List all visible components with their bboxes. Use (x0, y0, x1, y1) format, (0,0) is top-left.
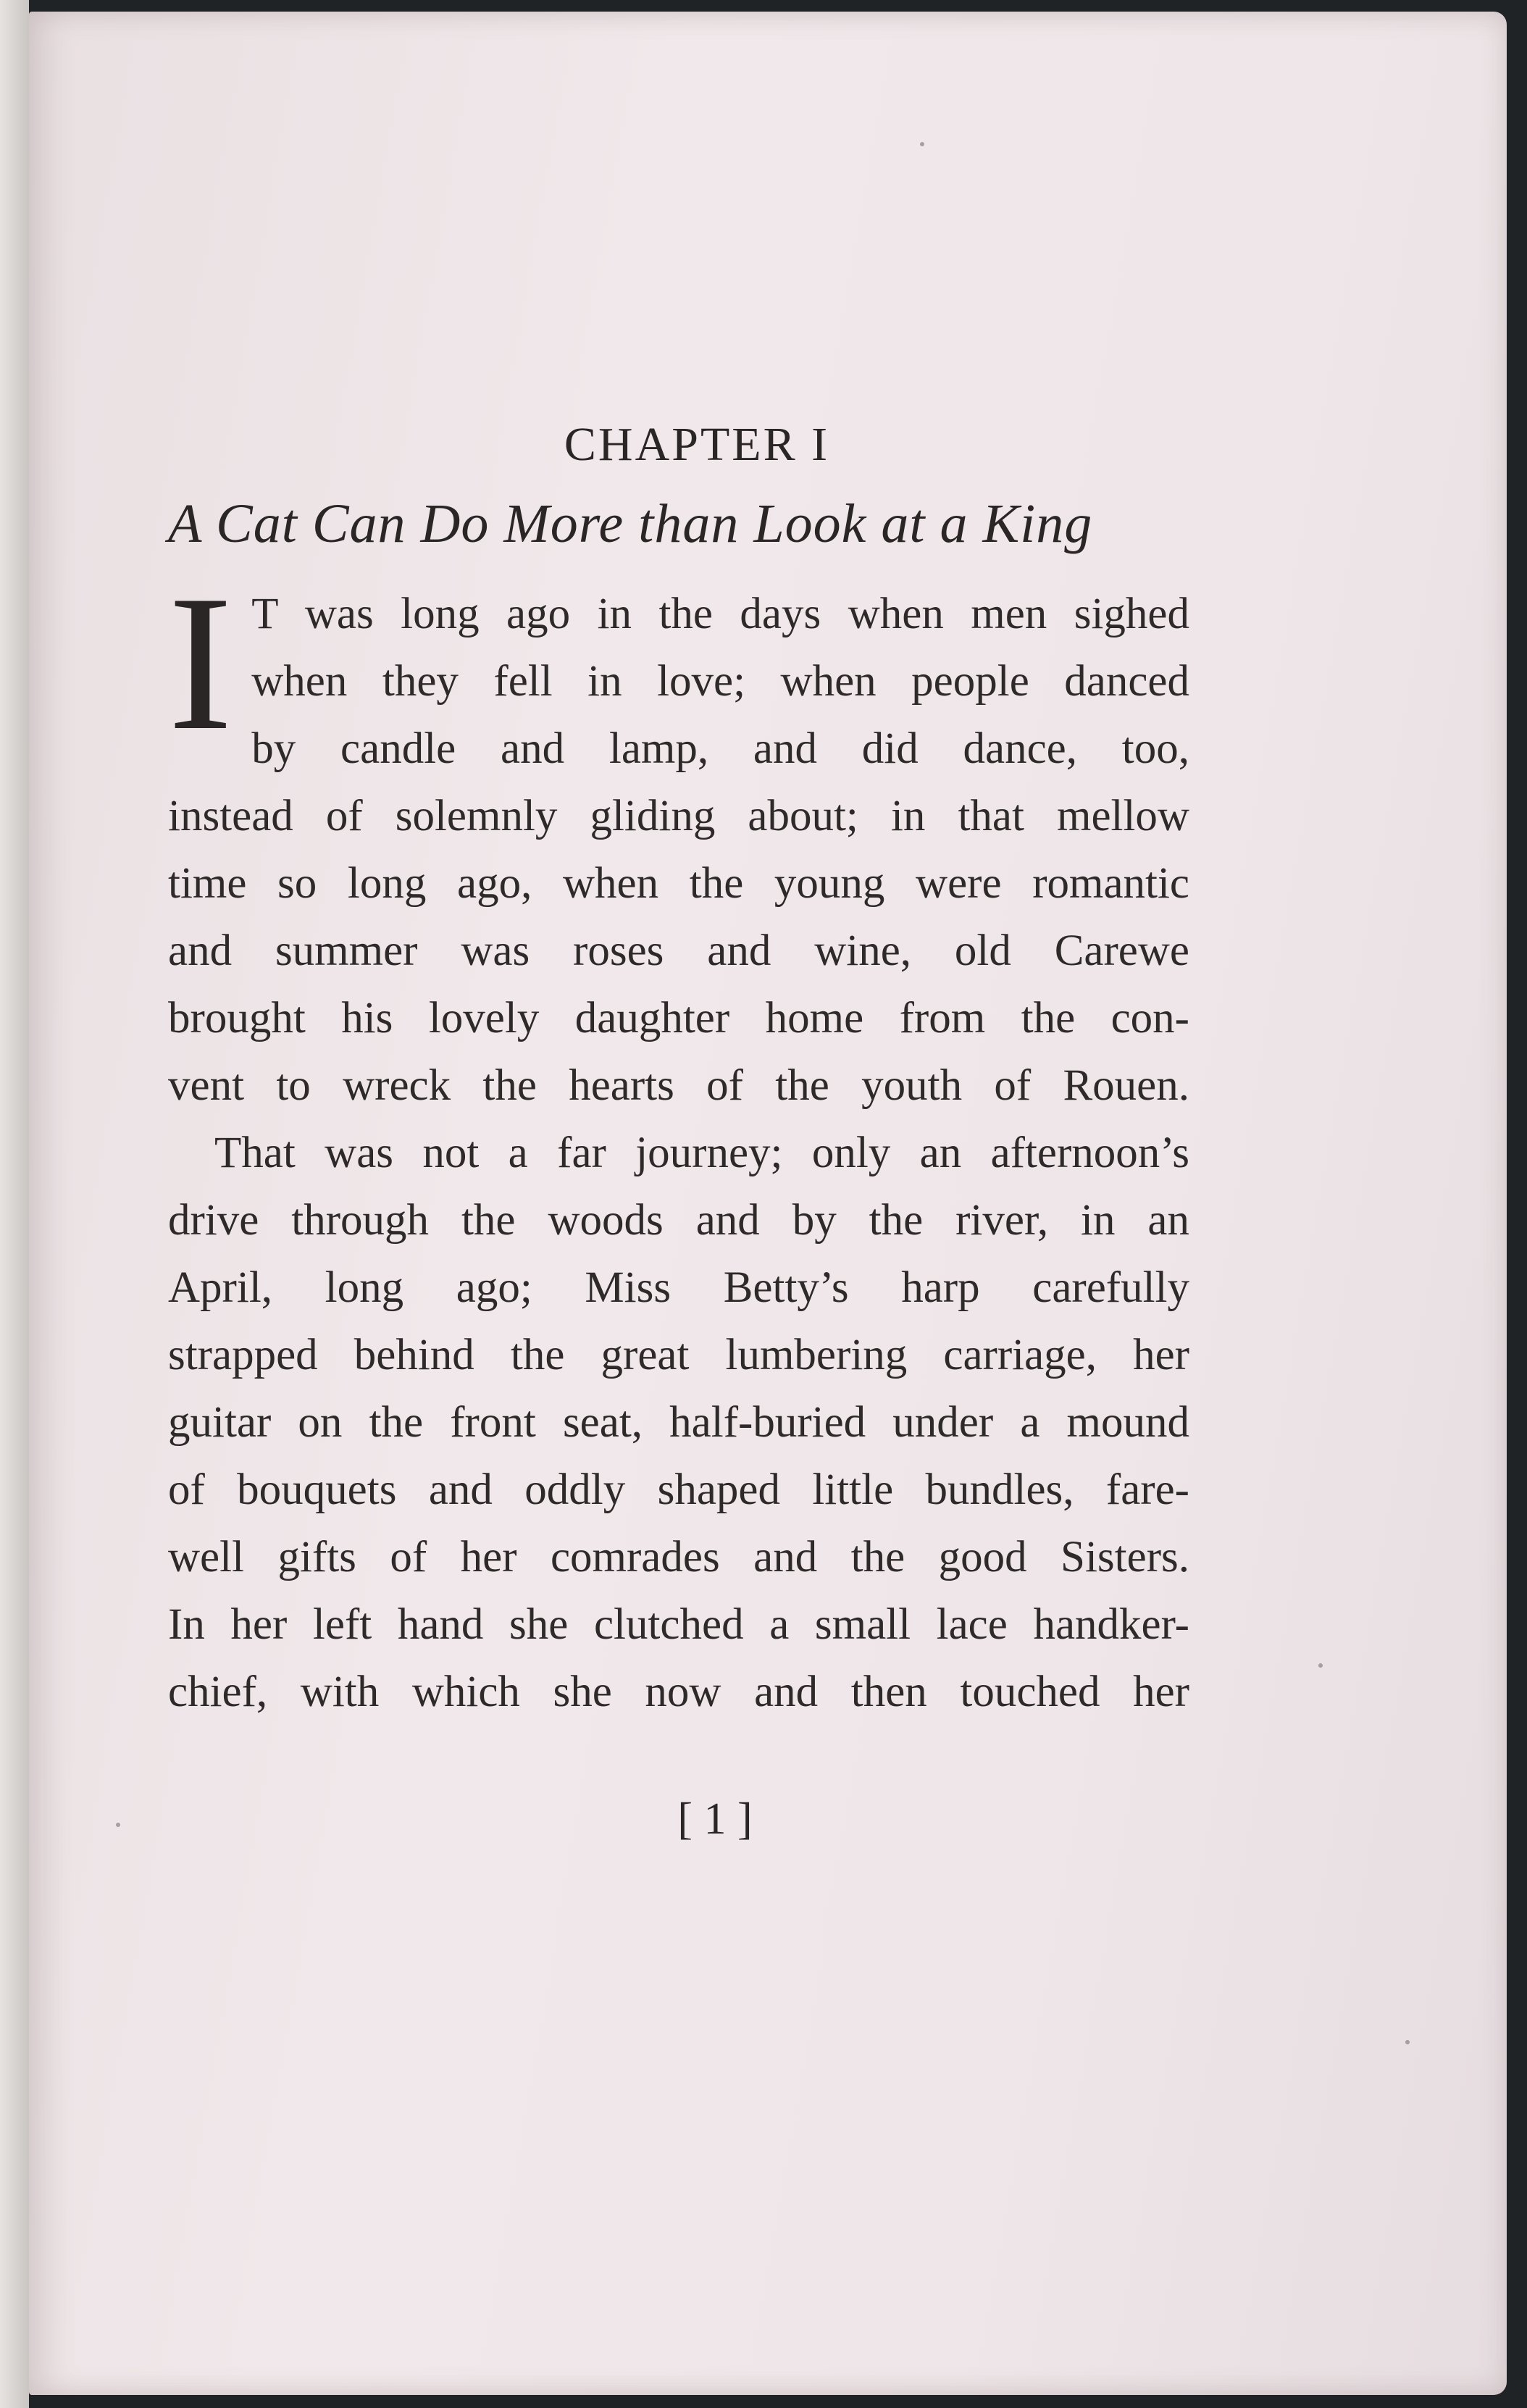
text-line: of bouquets and oddly shaped little bundles, fare- (168, 1466, 1189, 1514)
text-line: T was long ago in the days when men sighed (251, 590, 1189, 638)
page-number: [ 1 ] (677, 1794, 753, 1844)
text-line: when they fell in love; when people danced (251, 657, 1189, 706)
text-line: vent to wreck the hearts of the youth of Rouen. (168, 1061, 1189, 1110)
book-page (29, 12, 1507, 2395)
text-line: well gifts of her comrades and the good Sisters. (168, 1533, 1189, 1581)
paper-speck (1405, 2040, 1410, 2044)
text-line: brought his lovely daughter home from the con- (168, 994, 1189, 1042)
text-line: drive through the woods and by the river, in an (168, 1196, 1189, 1245)
paper-speck (116, 1823, 120, 1827)
text-line: April, long ago; Miss Betty’s harp carefully (168, 1263, 1189, 1312)
text-line: and summer was roses and wine, old Carewe (168, 927, 1189, 975)
adjacent-page-edge (0, 0, 29, 2408)
text-line: In her left hand she clutched a small lace handker- (168, 1600, 1189, 1649)
paper-speck (1318, 1663, 1323, 1668)
chapter-heading: CHAPTER I (564, 418, 830, 471)
paper-speck (920, 142, 924, 146)
page-text-block (168, 417, 1189, 1844)
text-line: guitar on the front seat, half-buried under a mound (168, 1398, 1189, 1447)
text-line: chief, with which she now and then touched her (168, 1668, 1189, 1716)
text-line: instead of solemnly gliding about; in that mellow (168, 792, 1189, 840)
text-line: That was not a far journey; only an afternoon’s (214, 1129, 1189, 1177)
drop-cap: I (168, 555, 233, 770)
text-line: time so long ago, when the young were romantic (168, 859, 1189, 908)
chapter-title: A Cat Can Do More than Look at a King (168, 493, 1093, 554)
text-line: strapped behind the great lumbering carriage, her (168, 1331, 1189, 1379)
paragraph-1 (168, 555, 1189, 1119)
paragraph-2 (168, 1119, 1189, 1726)
text-line: by candle and lamp, and did dance, too, (251, 724, 1189, 773)
